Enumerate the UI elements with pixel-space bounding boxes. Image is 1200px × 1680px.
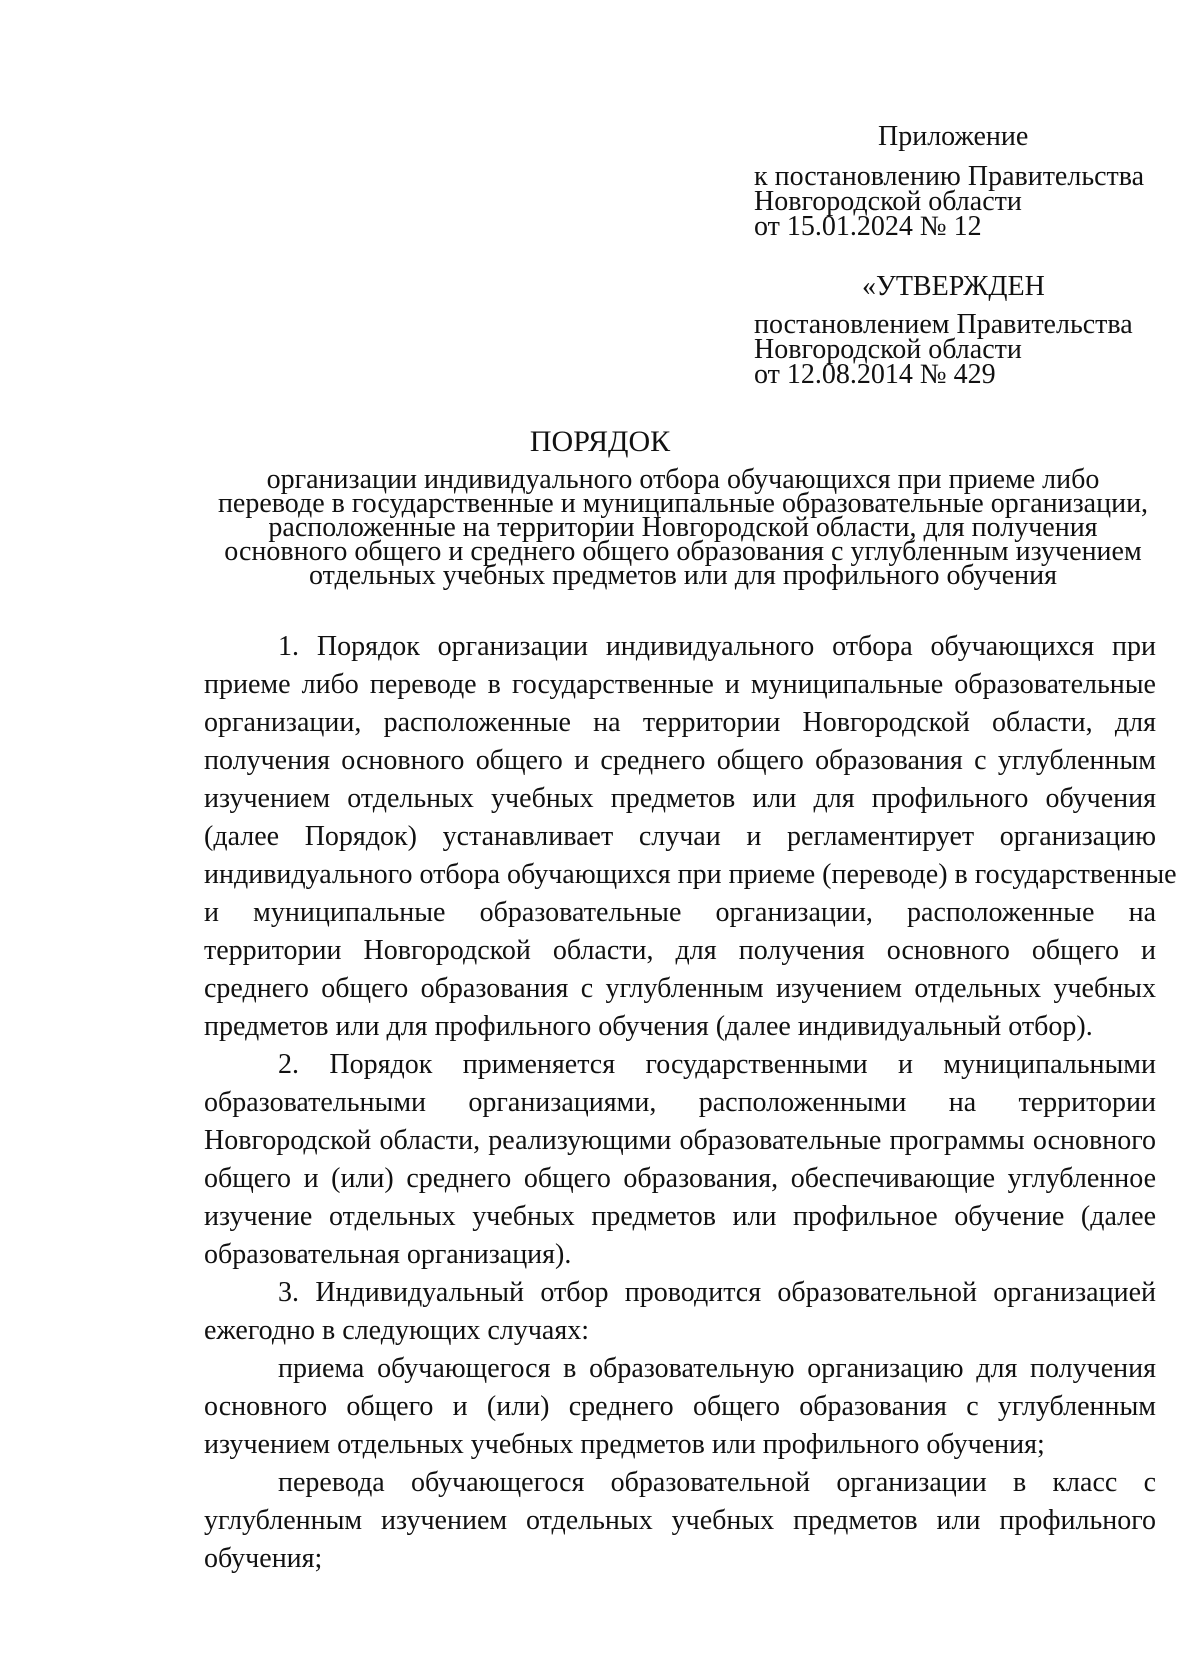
appendix-line: от 15.01.2024 № 12: [754, 211, 982, 242]
body-line: 2. Порядок применяется государственными и муниципальными: [278, 1049, 1156, 1080]
body-line: среднего общего образования с углубленным изучением отдельных учебных: [204, 973, 1156, 1004]
body-line: (далее Порядок) устанавливает случаи и регламентирует организацию: [204, 821, 1156, 852]
subtitle-line: переводе в государственные и муниципальные образовательные организации,: [217, 488, 1149, 519]
subtitle-line: отдельных учебных предметов или для профильного обучения: [309, 560, 1057, 591]
document-subtitle: [190, 464, 1176, 591]
appendix-reference: [754, 161, 1145, 242]
body-line: приеме либо переводе в государственные и муниципальные образовательные: [204, 669, 1156, 700]
body-line: приема обучающегося в образовательную организацию для получения: [278, 1353, 1156, 1384]
body-line: изучением отдельных учебных предметов или для профильного обучения: [204, 783, 1156, 814]
body-line: образовательными организациями, расположенными на территории: [204, 1087, 1156, 1118]
document-body: [204, 628, 1177, 1578]
body-line: 1. Порядок организации индивидуального отбора обучающихся при: [278, 631, 1156, 662]
approved-line: Новгородской области: [754, 334, 1022, 365]
body-line: изучением отдельных учебных предметов или профильного обучения;: [204, 1429, 1045, 1460]
body-line: основного общего и (или) среднего общего образования с углубленным: [204, 1391, 1156, 1422]
body-line: и муниципальные образовательные организации, расположенные на: [204, 897, 1156, 928]
body-line: индивидуального отбора обучающихся при приеме (переводе) в государственные: [204, 859, 1177, 890]
body-line: предметов или для профильного обучения (далее индивидуальный отбор).: [204, 1011, 1093, 1042]
body-line: 3. Индивидуальный отбор проводится образовательной организацией: [278, 1277, 1156, 1308]
subtitle-line: организации индивидуального отбора обучающихся при приеме либо: [266, 464, 1100, 495]
body-line: территории Новгородской области, для получения основного общего и: [204, 935, 1156, 966]
body-line: организации, расположенные на территории Новгородской области, для: [204, 707, 1156, 738]
subtitle-line: основного общего и среднего общего образования с углубленным изучением: [224, 536, 1142, 567]
body-line: образовательная организация).: [204, 1239, 572, 1270]
body-line: изучение отдельных учебных предметов или профильное обучение (далее: [204, 1201, 1156, 1232]
appendix-title: Приложение: [878, 121, 1029, 152]
approved-title: «УТВЕРЖДЕН: [862, 271, 1045, 302]
document-title: ПОРЯДОК: [529, 425, 671, 458]
approved-reference: [754, 309, 1133, 390]
body-line: перевода обучающегося образовательной организации в класс с: [278, 1467, 1156, 1498]
appendix-line: к постановлению Правительства: [754, 161, 1145, 192]
body-line: Новгородской области, реализующими образовательные программы основного: [204, 1125, 1156, 1156]
body-line: углубленным изучением отдельных учебных предметов или профильного: [204, 1505, 1156, 1536]
subtitle-line: расположенные на территории Новгородской области, для получения: [268, 512, 1098, 543]
body-line: ежегодно в следующих случаях:: [204, 1315, 589, 1346]
body-line: получения основного общего и среднего общего образования с углубленным: [204, 745, 1156, 776]
appendix-line: Новгородской области: [754, 186, 1022, 217]
approved-line: постановлением Правительства: [754, 309, 1133, 340]
body-line: обучения;: [204, 1543, 323, 1574]
body-line: общего и (или) среднего общего образования, обеспечивающие углубленное: [204, 1163, 1156, 1194]
approved-line: от 12.08.2014 № 429: [754, 359, 996, 390]
